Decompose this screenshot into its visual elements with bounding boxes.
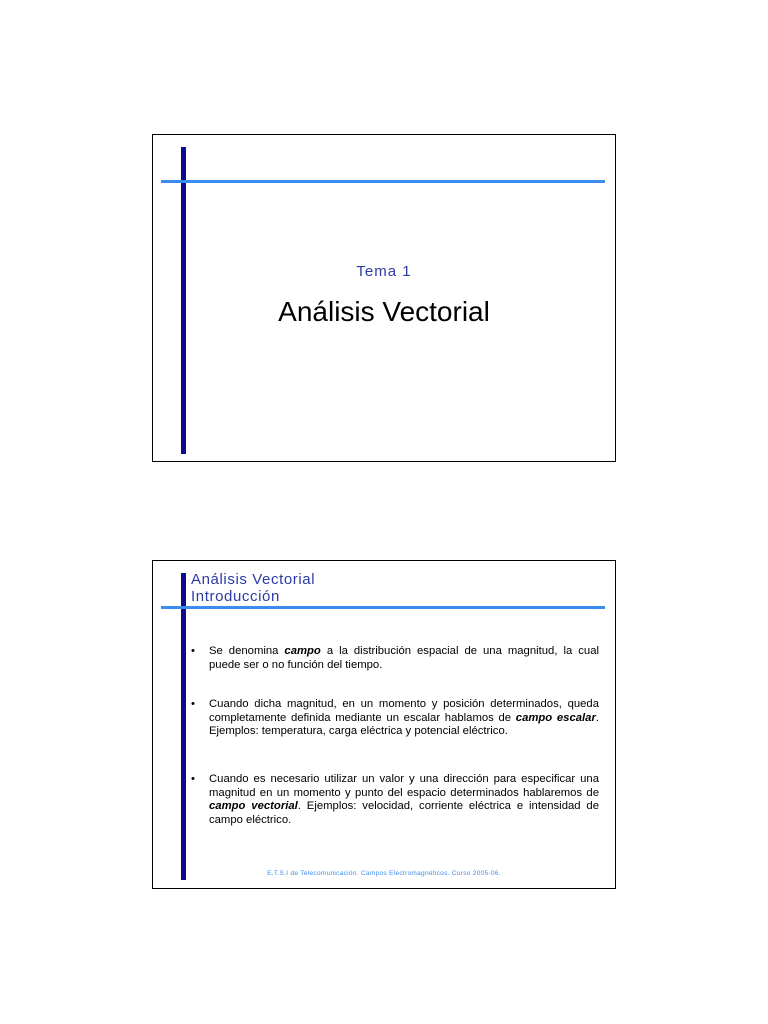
bullet-emphasis: campo	[284, 645, 321, 657]
bullet-emphasis: campo escalar	[515, 711, 596, 724]
horizontal-accent-line	[161, 180, 605, 183]
slide-footer: E.T.S.I de Telecomunicación. Campos Electromagnéticos. Curso 2005-06.	[267, 870, 501, 877]
bullet-text: a la distribución espacial de una magnitud, la cual puede ser o no función del tiempo.	[209, 645, 599, 671]
bullet-item	[191, 645, 599, 672]
bullet-text: Cuando dicha magnitud, en un momento y posición determinados, queda completamente definida mediante un escalar hablamos de	[209, 698, 599, 724]
bullet-text: Cuando es necesario utilizar un valor y una dirección para especificar una magnitud en un momento y punto del espacio determinados hablaremos de	[209, 772, 599, 799]
bullet-dot: •	[191, 645, 195, 657]
intro-slide	[152, 560, 616, 889]
slide-heading	[191, 571, 315, 605]
bullet-list	[191, 645, 599, 827]
bullet-item	[191, 698, 599, 739]
bullet-text: . Ejemplos: velocidad, corriente eléctrica e intensidad de campo eléctrico.	[209, 800, 599, 826]
bullet-text: . Ejemplos: temperatura, carga eléctrica y potencial eléctrico.	[209, 711, 599, 738]
slide-title: Análisis Vectorial	[278, 296, 490, 327]
bullet-dot: •	[191, 772, 195, 785]
bullet-item	[191, 773, 599, 827]
heading-line-2: Introducción	[191, 588, 280, 605]
slide-subtitle: Tema 1	[356, 263, 412, 280]
horizontal-accent-line	[161, 606, 605, 609]
bullet-text: Se denomina	[209, 645, 285, 657]
title-slide	[152, 134, 616, 462]
bullet-dot: •	[191, 698, 195, 711]
heading-line-1: Análisis Vectorial	[191, 571, 316, 588]
bullet-emphasis: campo vectorial	[209, 800, 298, 813]
vertical-accent-bar	[181, 573, 186, 880]
